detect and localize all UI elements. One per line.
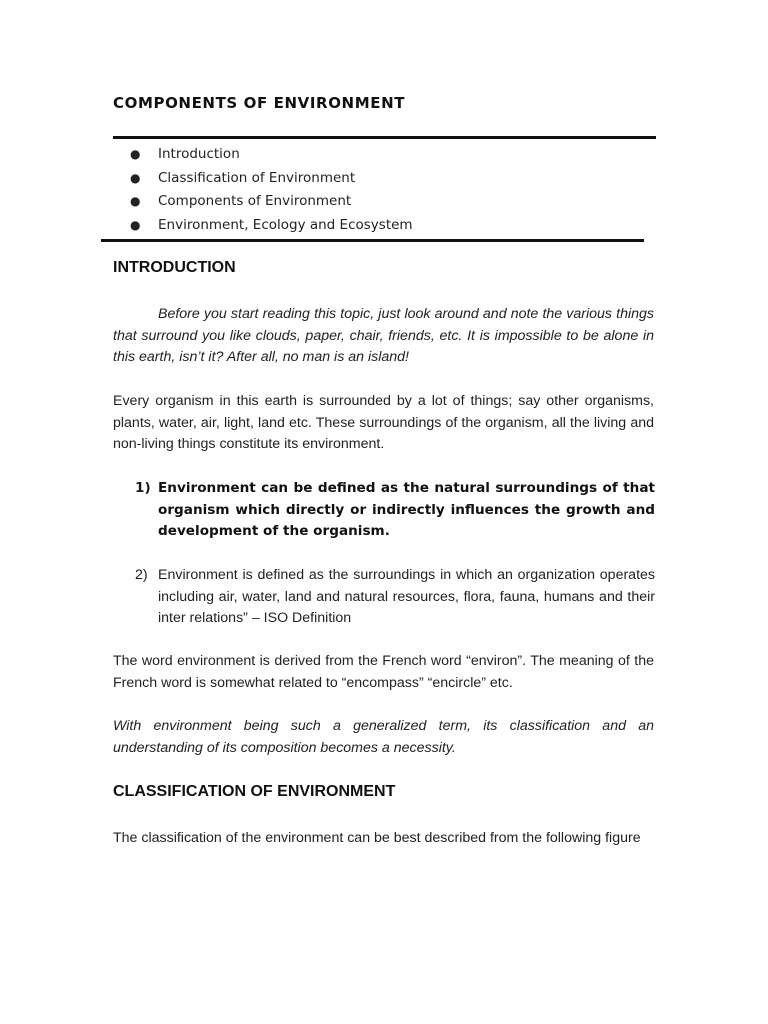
contents-item: [130, 167, 413, 191]
organism-paragraph: Every organism in this earth is surrounded by a lot of things; say other organisms, plants, water, air, light, land etc. These surroundings of the organism, all the living and non-living things constitute its environment.: [113, 393, 654, 452]
bullet-icon: ●: [130, 147, 141, 161]
definition-text: Environment can be defined as the natural surroundings of that organism which directly or indirectly influences the growth and development of the organism.: [158, 480, 655, 539]
word-origin-paragraph: The word environment is derived from the French word “environ”. The meaning of the French word is somewhat related to “encompass” “encircle” etc.: [113, 653, 654, 691]
definition-number: 2): [135, 567, 148, 583]
definition-text: Environment is defined as the surroundings in which an organization operates including air, water, land and natural resources, flora, fauna, humans and their inter relations” – ISO Definition: [158, 567, 655, 626]
contents-item-label: Introduction: [158, 146, 240, 162]
contents-item: [130, 190, 413, 214]
bullet-icon: ●: [130, 217, 141, 232]
definition-number: 1): [135, 480, 151, 496]
bullet-icon: ●: [130, 194, 141, 208]
bottom-rule: [101, 239, 644, 242]
classification-need-paragraph: With environment being such a generalized term, its classification and an understanding of its composition becomes a necessity.: [113, 718, 654, 756]
contents-list: [130, 143, 413, 237]
contents-item: [130, 214, 413, 238]
bullet-icon: ●: [130, 170, 141, 185]
definition-item: [135, 478, 655, 543]
document-title: COMPONENTS OF ENVIRONMENT: [113, 94, 406, 112]
contents-item-label: Components of Environment: [158, 193, 352, 209]
introduction-heading: INTRODUCTION: [113, 259, 236, 276]
top-rule: [113, 136, 656, 139]
contents-item-label: Classification of Environment: [158, 169, 356, 186]
definition-item: [135, 565, 655, 630]
contents-item-label: Environment, Ecology and Ecosystem: [158, 216, 413, 233]
classification-heading: CLASSIFICATION OF ENVIRONMENT: [113, 783, 396, 800]
classification-paragraph: The classification of the environment can be best described from the following figure: [113, 830, 641, 846]
contents-item: [130, 143, 413, 167]
intro-italic-paragraph: Before you start reading this topic, just look around and note the various things that surround you like clouds, paper, chair, friends, etc. It is impossible to be alone in this earth, isn’t it? After all, no man is an island!: [113, 306, 654, 365]
